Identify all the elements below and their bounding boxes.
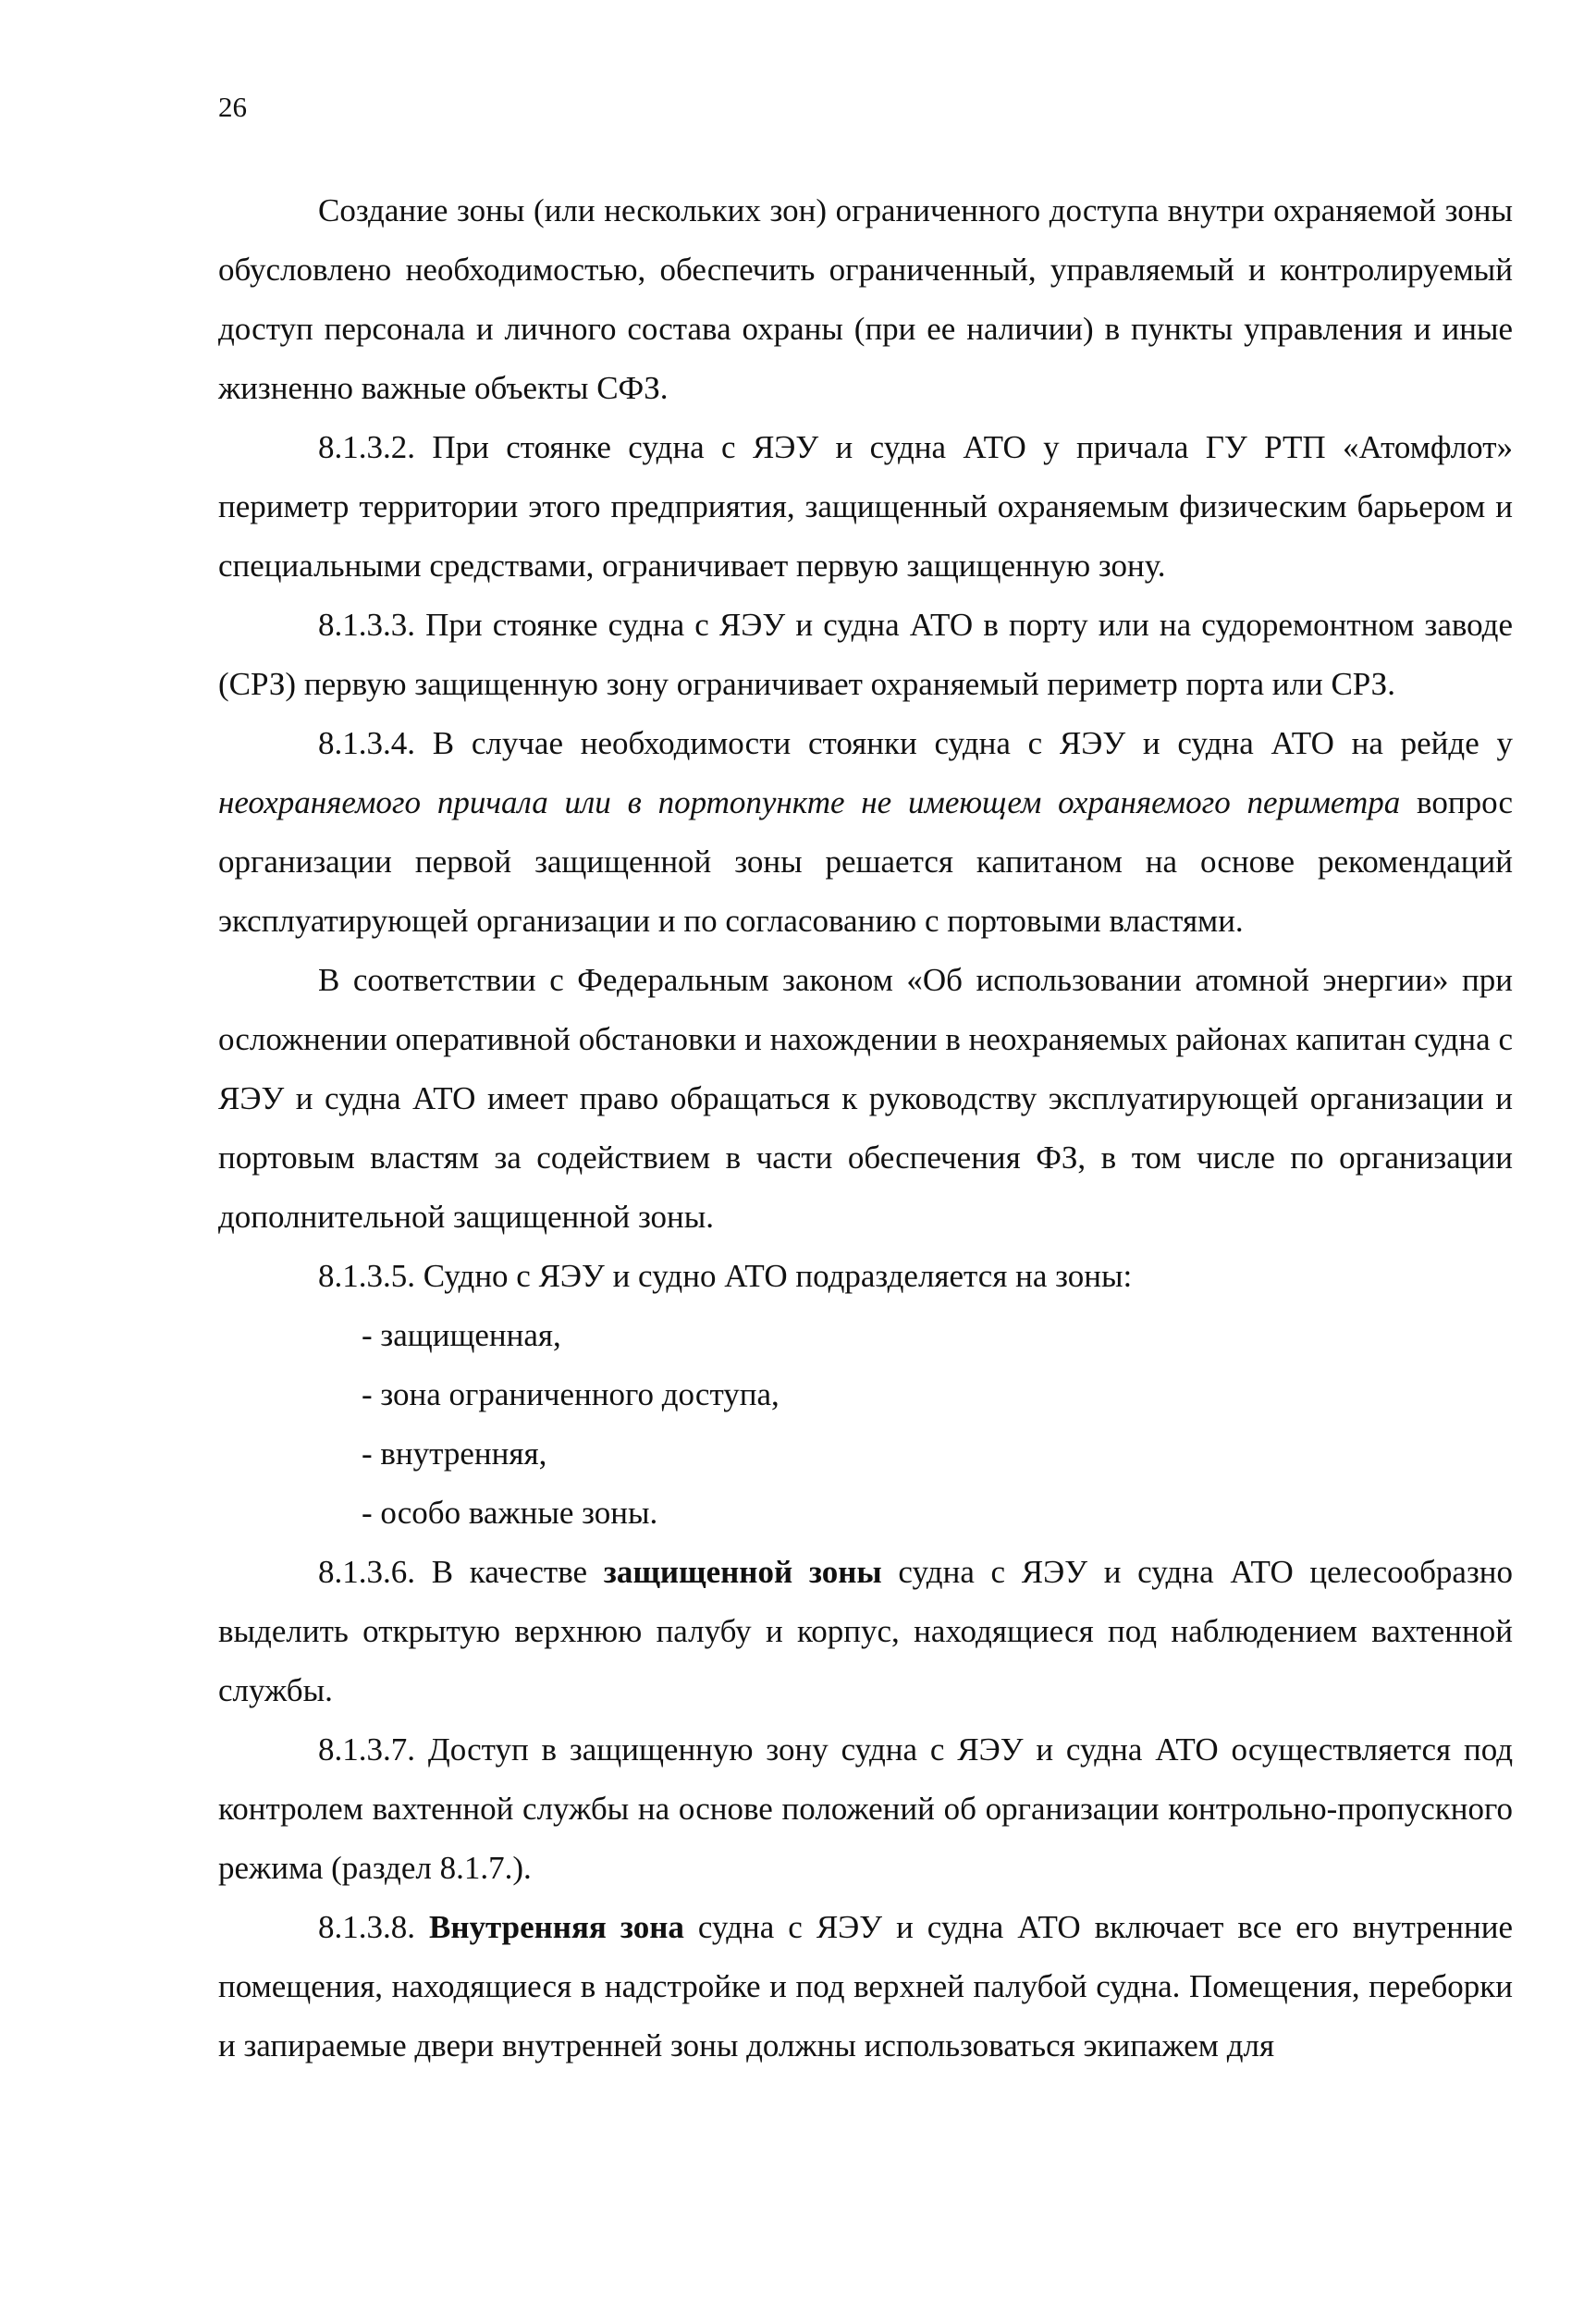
zones-list-item-restricted: - зона ограниченного доступа, — [362, 1376, 780, 1412]
paragraph-8-1-3-6-start: 8.1.3.6. В качестве — [318, 1554, 604, 1590]
zones-list-item-internal: - внутренняя, — [362, 1435, 547, 1472]
paragraph-restricted-access-zones: Создание зоны (или нескольких зон) ограниченного доступа внутри охраняемой зоны обусловлено необходимостью, обеспечить ограниченный, управляемый и контролируемый доступ персонала и личного состава охраны (при ее наличии) в пункты управления и иные жизненно важные объекты СФЗ. — [218, 192, 1513, 406]
paragraph-8-1-3-8 — [218, 1898, 1513, 2076]
zones-list — [218, 1306, 1513, 1543]
document-body — [218, 181, 1513, 2076]
zones-list-item-vital: - особо важные зоны. — [362, 1495, 658, 1531]
paragraph-8-1-3-5: 8.1.3.5. Судно с ЯЭУ и судно АТО подразделяется на зоны: — [318, 1258, 1133, 1294]
paragraph-8-1-3-7: 8.1.3.7. Доступ в защищенную зону судна с ЯЭУ и судна АТО осуществляется под контролем вахтенной службы на основе положений об организации контрольно-пропускного режима (раздел 8.1.7.). — [218, 1731, 1513, 1886]
page-number: 26 — [218, 91, 247, 123]
paragraph-8-1-3-4-end: вопрос организации первой защищенной зоны решается капитаном на основе рекомендаций эксплуатирующей организации и по согласованию с портовыми властями. — [218, 784, 1513, 939]
paragraph-8-1-3-6 — [218, 1543, 1513, 1720]
paragraph-8-1-3-6-end: судна с ЯЭУ и судна АТО целесообразно выделить открытую верхнюю палубу и корпус, находящиеся под наблюдением вахтенной службы. — [218, 1554, 1513, 1708]
paragraph-8-1-3-8-start: 8.1.3.8. — [318, 1909, 429, 1945]
paragraph-8-1-3-4 — [218, 714, 1513, 951]
paragraph-federal-law: В соответствии с Федеральным законом «Об использовании атомной энергии» при осложнении оперативной обстановки и нахождении в неохраняемых районах капитан судна с ЯЭУ и судна АТО имеет право обращаться к руководству эксплуатирующей организации и портовым властям за содействием в части обеспечения ФЗ, в том числе по организации дополнительной защищенной зоны. — [218, 962, 1513, 1235]
paragraph-8-1-3-6-bold: защищенной зоны — [603, 1554, 882, 1590]
paragraph-8-1-3-4-start: 8.1.3.4. В случае необходимости стоянки судна с ЯЭУ и судна АТО на рейде у — [318, 725, 1513, 761]
zones-list-item-protected: - защищенная, — [362, 1317, 561, 1353]
paragraph-8-1-3-3: 8.1.3.3. При стоянке судна с ЯЭУ и судна АТО в порту или на судоремонтном заводе (СРЗ) первую защищенную зону ограничивает охраняемый периметр порта или СРЗ. — [218, 607, 1513, 702]
paragraph-8-1-3-8-end: судна с ЯЭУ и судна АТО включает все его внутренние помещения, находящиеся в надстройке и под верхней палубой судна. Помещения, переборки и запираемые двери внутренней зоны должны использоваться экипажем для — [218, 1909, 1513, 2063]
paragraph-8-1-3-2: 8.1.3.2. При стоянке судна с ЯЭУ и судна АТО у причала ГУ РТП «Атомфлот» периметр территории этого предприятия, защищенный охраняемым физическим барьером и специальными средствами, ограничивает первую защищенную зону. — [218, 429, 1513, 584]
paragraph-8-1-3-4-italic: неохраняемого причала или в портопункте не имеющем охраняемого периметра — [218, 784, 1401, 820]
paragraph-8-1-3-8-bold: Внутренняя зона — [429, 1909, 684, 1945]
